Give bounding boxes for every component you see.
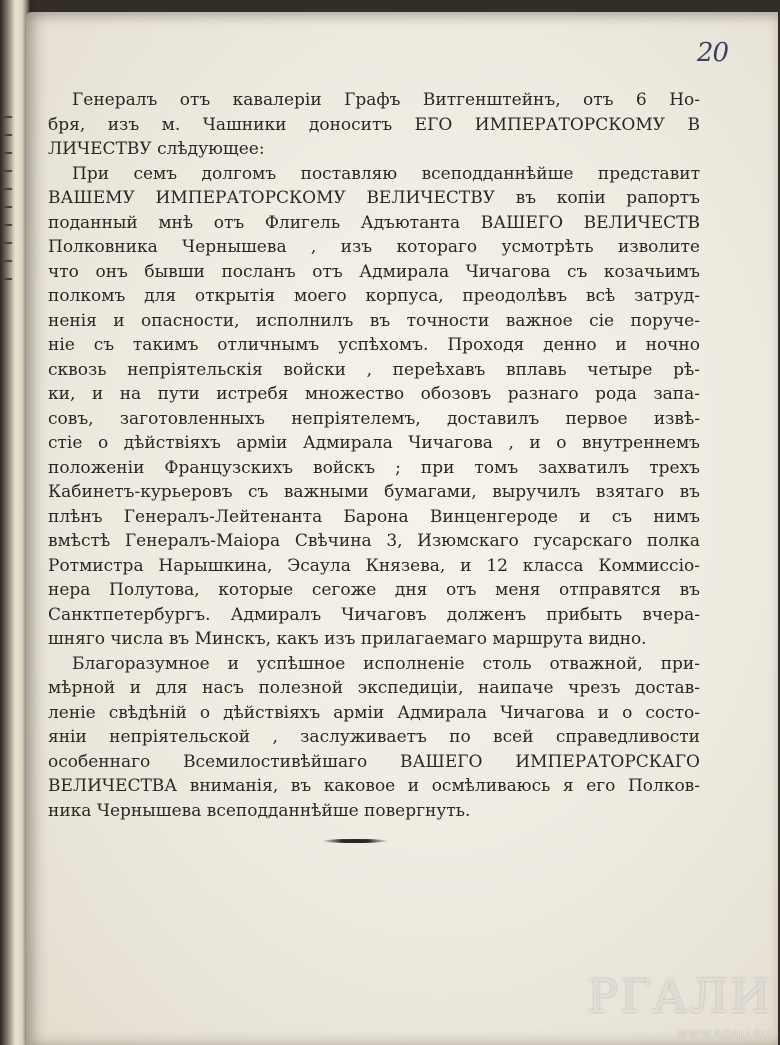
text-line: бря, изъ м. Чашники доноситъ ЕГО ИМПЕРАТОРСКОМУ В bbox=[48, 114, 700, 135]
text-line: сквозь непріятельскія войски , переѣхавъ вплавь четыре рѣ- bbox=[48, 359, 700, 380]
text-line: мѣрной и для насъ полезной экспедиціи, наипаче чрезъ достав- bbox=[48, 678, 700, 698]
text-line: ненія и опасности, исполнилъ въ точности важное сіе поруче- bbox=[48, 310, 700, 331]
text-line: Генералъ отъ кавалеріи Графъ Витгенштейнъ, отъ 6 Но- bbox=[72, 90, 700, 110]
archive-watermark: РГАЛИ bbox=[587, 969, 772, 1023]
text-line: вмѣстѣ Генералъ-Маіора Свѣчина 3, Изюмскаго гусарскаго полка bbox=[48, 531, 700, 551]
text-line: ки, и на пути истребя множество обозовъ разнаго рода запа- bbox=[48, 384, 700, 404]
document-body bbox=[48, 88, 700, 823]
text-line: ЛИЧЕСТВУ слѣдующее: bbox=[48, 139, 265, 159]
adjacent-page-edge bbox=[0, 0, 28, 1045]
closing-ornament-rule bbox=[322, 839, 388, 843]
text-line: что онъ бывши посланъ отъ Адмирала Чичагова съ козачьимъ bbox=[48, 261, 700, 282]
text-line: стіе о дѣйствіяхъ арміи Адмирала Чичагова , и о внутреннемъ bbox=[48, 433, 700, 453]
text-line: Санктпетербургъ. Адмиралъ Чичаговъ долженъ прибыть вчера- bbox=[48, 604, 700, 625]
page-number: 20 bbox=[696, 38, 728, 68]
text-line: поданный мнѣ отъ Флигель Адъютанта ВАШЕГО ВЕЛИЧЕСТВ bbox=[48, 212, 700, 233]
text-line: ВЕЛИЧЕСТВА вниманія, въ каковое и осмѣливаюсь я его Полков- bbox=[48, 776, 700, 796]
text-line: ника Чернышева всеподданнѣйше повергнуть. bbox=[48, 800, 471, 821]
text-line: яніи непріятельской , заслуживаетъ по всей справедливости bbox=[48, 727, 700, 747]
text-line: нера Полутова, которые сегоже дня отъ меня отправятся въ bbox=[48, 580, 700, 600]
text-line: При семъ долгомъ поставляю всеподданнѣйше представит bbox=[72, 163, 700, 184]
text-line: Полковника Чернышева , изъ котораго усмотрѣть изволите bbox=[48, 237, 700, 257]
text-line: леніе свѣдѣній о дѣйствіяхъ арміи Адмирала Чичагова и о состо- bbox=[48, 702, 700, 723]
text-line: совъ, заготовленныхъ непріятелемъ, доставилъ первое извѣ- bbox=[48, 408, 700, 429]
text-line: шняго числа въ Минскъ, какъ изъ прилагаемаго маршрута видно. bbox=[48, 629, 647, 649]
text-line: ВАШЕМУ ИМПЕРАТОРСКОМУ ВЕЛИЧЕСТВУ въ копіи рапортъ bbox=[48, 188, 700, 208]
text-line: положеніи Французскихъ войскъ ; при томъ захватилъ трехъ bbox=[48, 457, 700, 478]
text-line: Ротмистра Нарышкина, Эсаула Князева, и 12 класса Коммиссіо- bbox=[48, 555, 700, 576]
text-line: особеннаго Всемилостивѣйшаго ВАШЕГО ИМПЕРАТОРСКАГО bbox=[48, 751, 700, 772]
text-line: Благоразумное и успѣшное исполненіе столь отважной, при- bbox=[72, 653, 700, 674]
text-line: плѣнъ Генералъ-Лейтенанта Барона Винценгероде и съ нимъ bbox=[48, 506, 700, 527]
archive-watermark-url: WWW.RGALI.RU bbox=[676, 1028, 770, 1041]
text-line: ніе съ такимъ отличнымъ успѣхомъ. Проходя денно и ночно bbox=[48, 335, 700, 355]
adjacent-page-text-fragments bbox=[3, 100, 17, 300]
document-page bbox=[26, 12, 778, 1045]
text-line: Кабинетъ-курьеровъ съ важными бумагами, выручилъ взятаго въ bbox=[48, 482, 700, 502]
text-line: полкомъ для открытія моего корпуса, преодолѣвъ всѣ затруд- bbox=[48, 286, 700, 306]
